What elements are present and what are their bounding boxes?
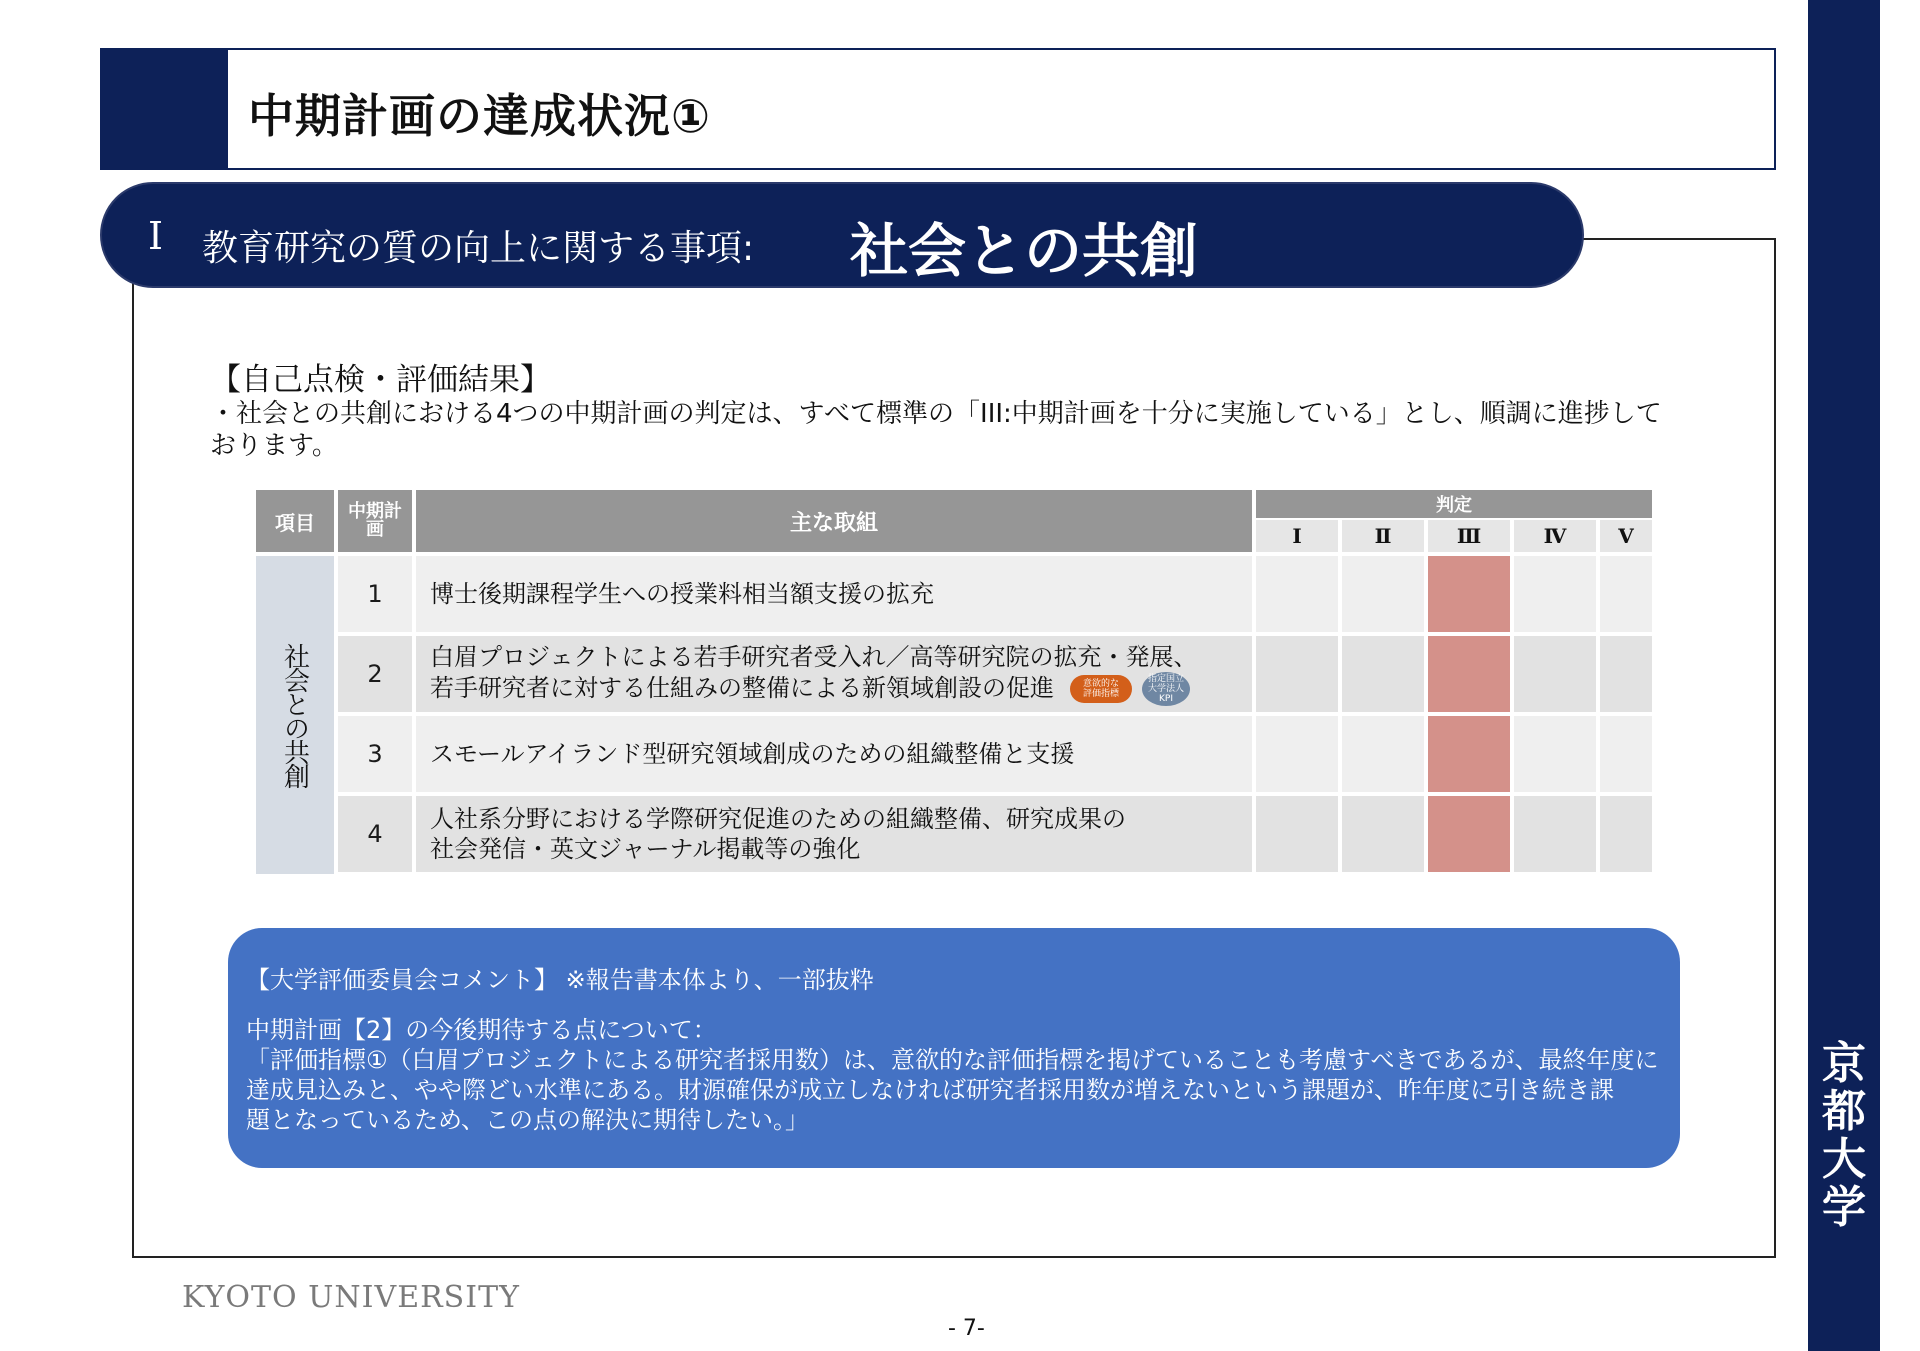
badge-line: 大学法人	[1147, 684, 1184, 694]
header-roman-1: Ⅰ	[1256, 520, 1338, 552]
judge-cell-2	[1342, 796, 1424, 872]
comment-line: 題となっているため、この点の解決に期待したい。」	[246, 1106, 810, 1134]
judge-cell-5	[1600, 716, 1652, 792]
header-roman-2: Ⅱ	[1342, 520, 1424, 552]
judge-cell-3-selected	[1428, 636, 1510, 712]
judge-cell-1	[1256, 636, 1338, 712]
row-text-line: 人社系分野における学際研究促進のための組織整備、研究成果の	[430, 805, 1126, 833]
brand-char: 大	[1822, 1134, 1866, 1185]
judge-cell-2	[1342, 556, 1424, 632]
row-number: 3	[338, 716, 412, 792]
page-title: 中期計画の達成状況①	[248, 89, 711, 143]
judge-cell-2	[1342, 716, 1424, 792]
kpi-badge	[1142, 672, 1190, 706]
footer-university-logo: KYOTO UNIVERSITY	[182, 1280, 520, 1315]
header-plan	[338, 490, 412, 552]
brand-side-bar	[1808, 0, 1880, 1351]
judge-cell-1	[1256, 716, 1338, 792]
brand-char: 京	[1822, 1038, 1866, 1089]
header-plan-line: 画	[366, 519, 384, 540]
ambitious-indicator-badge	[1070, 675, 1132, 703]
committee-comment-box	[228, 928, 1680, 1168]
judge-cell-4	[1514, 556, 1596, 632]
header-plan-line: 中期計	[348, 501, 402, 522]
row-text	[416, 716, 1252, 792]
row-number: 4	[338, 796, 412, 872]
comment-line: 中期計画【2】の今後期待する点について：	[246, 1016, 717, 1044]
group-label-cell	[256, 556, 334, 874]
row-text	[416, 796, 1252, 872]
judge-cell-5	[1600, 796, 1652, 872]
badge-text	[1083, 679, 1119, 699]
brand-char: 都	[1822, 1086, 1866, 1137]
page-number: - 7-	[948, 1316, 985, 1341]
header-main-efforts: 主な取組	[416, 490, 1252, 552]
self-check-block	[210, 364, 1680, 462]
row-number: 1	[338, 556, 412, 632]
row-text	[416, 556, 1252, 632]
row-text-line: 社会発信・英文ジャーナル掲載等の強化	[430, 835, 861, 863]
badge-line: KPI	[1159, 694, 1173, 704]
judge-cell-4	[1514, 796, 1596, 872]
header-roman-4: Ⅳ	[1514, 520, 1596, 552]
judge-cell-2	[1342, 636, 1424, 712]
header-judgement: 判定	[1256, 490, 1652, 518]
header-roman-3: Ⅲ	[1428, 520, 1510, 552]
judge-cell-1	[1256, 556, 1338, 632]
section-main-title: 社会との共創	[850, 217, 1199, 285]
title-accent-block	[102, 50, 228, 168]
self-check-body: ・社会との共創における4つの中期計画の判定は、すべて標準の「III:中期計画を十分に実施している」とし、順調に進捗しております。	[210, 399, 1662, 461]
judge-cell-3-selected	[1428, 556, 1510, 632]
row-number: 2	[338, 636, 412, 712]
comment-line: 「評価指標①（白眉プロジェクトによる研究者採用数）は、意欲的な評価指標を掲げていることも考慮すべきであるが、最終年度に	[246, 1046, 1659, 1074]
row-text-line: スモールアイランド型研究領域創成のための組織整備と支援	[430, 740, 1075, 768]
section-number: Ⅰ	[148, 214, 164, 258]
badge-line: 評価指標	[1082, 689, 1119, 699]
badge-text	[1148, 674, 1184, 704]
university-brand-vertical	[1808, 1040, 1880, 1232]
comment-heading: 【大学評価委員会コメント】 ※報告書本体より、一部抜粋	[246, 966, 874, 994]
title-box	[100, 48, 1776, 170]
header-item: 項目	[256, 490, 334, 552]
judge-cell-3-selected	[1428, 716, 1510, 792]
row-text-line: 博士後期課程学生への授業料相当額支援の拡充	[430, 580, 934, 608]
comment-line: 達成見込みと、やや際どい水準にある。財源確保が成立しなければ研究者採用数が増えないという課題が、昨年度に引き続き課	[246, 1076, 1614, 1104]
brand-char: 学	[1822, 1182, 1866, 1233]
row-text	[416, 636, 1252, 712]
header-roman-5: Ⅴ	[1600, 520, 1652, 552]
judge-cell-1	[1256, 796, 1338, 872]
self-check-heading: 【自己点検・評価結果】	[210, 362, 551, 398]
judge-cell-5	[1600, 556, 1652, 632]
row-text-line: 若手研究者に対する仕組みの整備による新領域創設の促進	[430, 674, 1054, 702]
badge-line: 意欲的な	[1082, 679, 1119, 689]
row-text-line: 白眉プロジェクトによる若手研究者受入れ／高等研究院の拡充・発展、	[430, 643, 1198, 671]
section-banner	[100, 182, 1584, 288]
judge-cell-3-selected	[1428, 796, 1510, 872]
row-text-line-with-badges	[430, 672, 1238, 706]
badge-line: 指定国立	[1147, 674, 1184, 684]
judge-cell-5	[1600, 636, 1652, 712]
group-label: 社会との共創	[279, 643, 310, 787]
section-topic: 教育研究の質の向上に関する事項:	[202, 228, 755, 269]
judge-cell-4	[1514, 636, 1596, 712]
judge-cell-4	[1514, 716, 1596, 792]
